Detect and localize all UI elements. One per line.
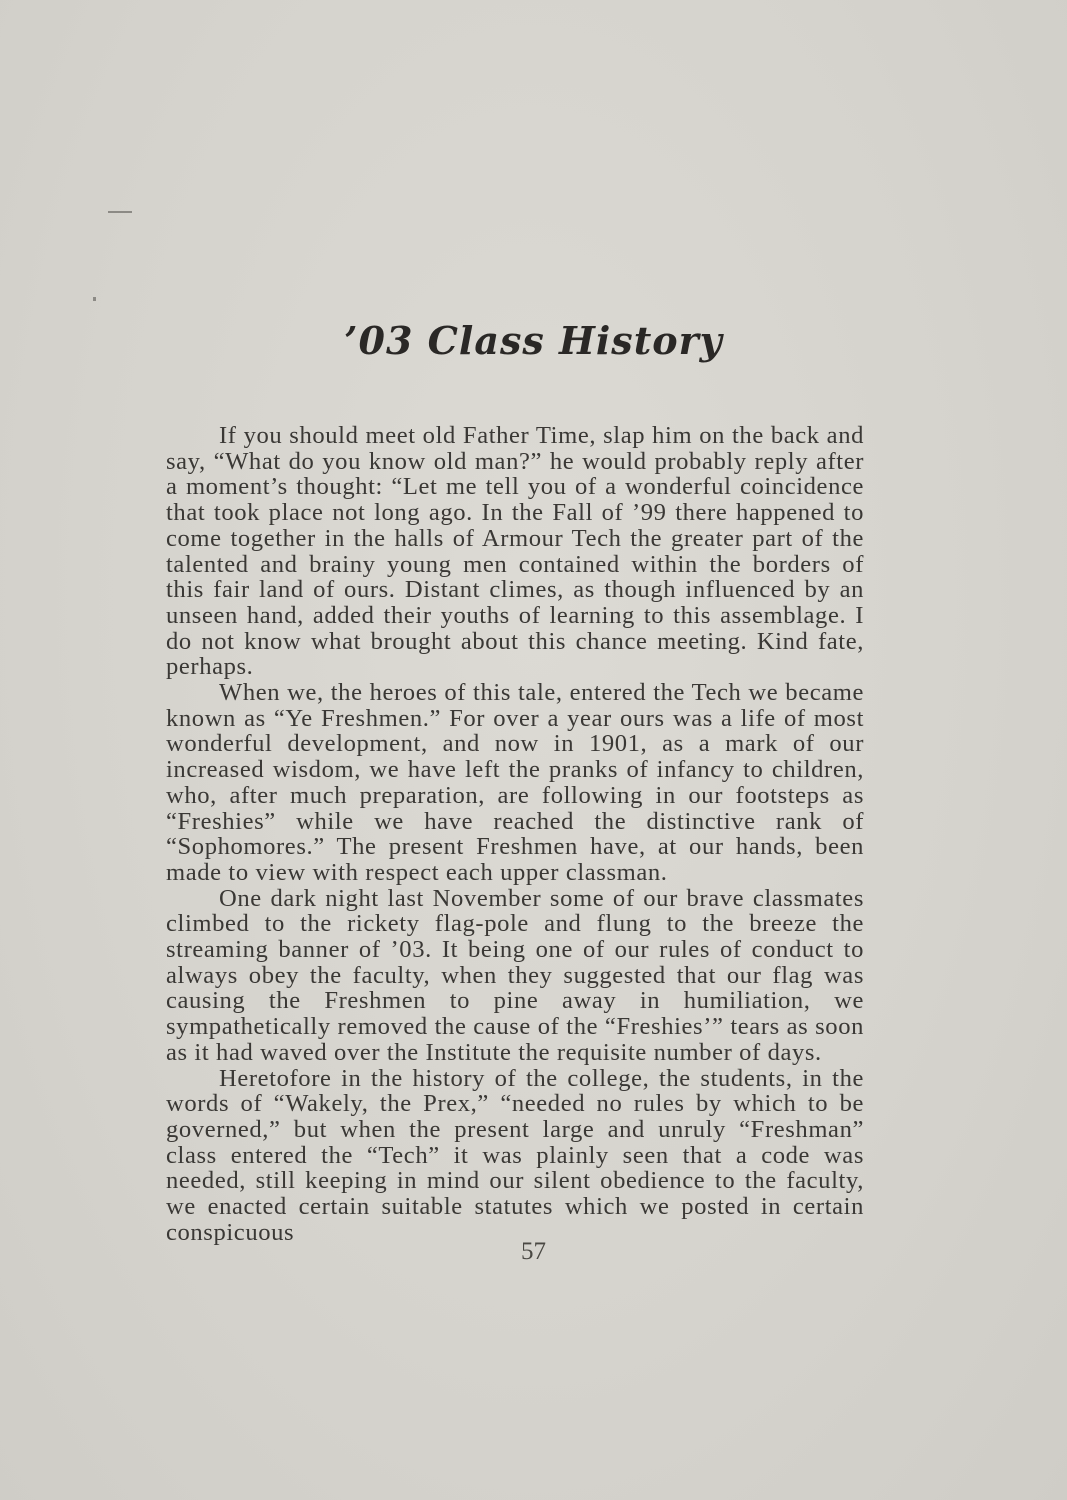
paragraph: Heretofore in the history of the college, the students, in the words of “Wakely, the Prex,” “needed no rules by which to be governed,” but when the present large and unruly “Freshman” class entered the “Tech” it was plainly seen that a code was needed, still keeping in mind our silent obedience to the faculty, we enacted certain suitable statutes which we posted in certain conspicuous	[166, 1064, 864, 1246]
body-text	[166, 423, 864, 1246]
paragraph: If you should meet old Father Time, slap him on the back and say, “What do you know old man?” he would probably reply after a moment’s thought: “Let me tell you of a wonderful coincidence that took place not long ago. In the Fall of ’99 there happened to come together in the halls of Armour Tech the greater part of the talented and brainy young men contained within the borders of this fair land of ours. Distant climes, as though influenced by an unseen hand, added their youths of learning to this assemblage. I do not know what brought about this chance meeting. Kind fate, perhaps.	[166, 422, 864, 681]
paragraph: One dark night last November some of our brave classmates climbed to the rickety flag-pole and flung to the breeze the streaming banner of ’03. It being one of our rules of conduct to always obey the faculty, when they suggested that our flag was causing the Freshmen to pine away in humiliation, we sympathetically removed the cause of the “Freshies’” tears as soon as it had waved over the Institute the requisite number of days.	[166, 884, 864, 1066]
page-number: 57	[521, 1238, 546, 1265]
scan-speck	[108, 211, 132, 213]
scan-speck	[93, 297, 96, 301]
paragraph: When we, the heroes of this tale, entered the Tech we became known as “Ye Freshmen.” For over a year ours was a life of most wonderful development, and now in 1901, as a mark of our increased wisdom, we have left the pranks of infancy to children, who, after much preparation, are following in our footsteps as “Freshies” while we have reached the distinctive rank of “Sophomores.” The present Freshmen have, at our hands, been made to view with respect each upper classman.	[166, 679, 864, 886]
page-title: ’03 Class History	[344, 318, 723, 363]
